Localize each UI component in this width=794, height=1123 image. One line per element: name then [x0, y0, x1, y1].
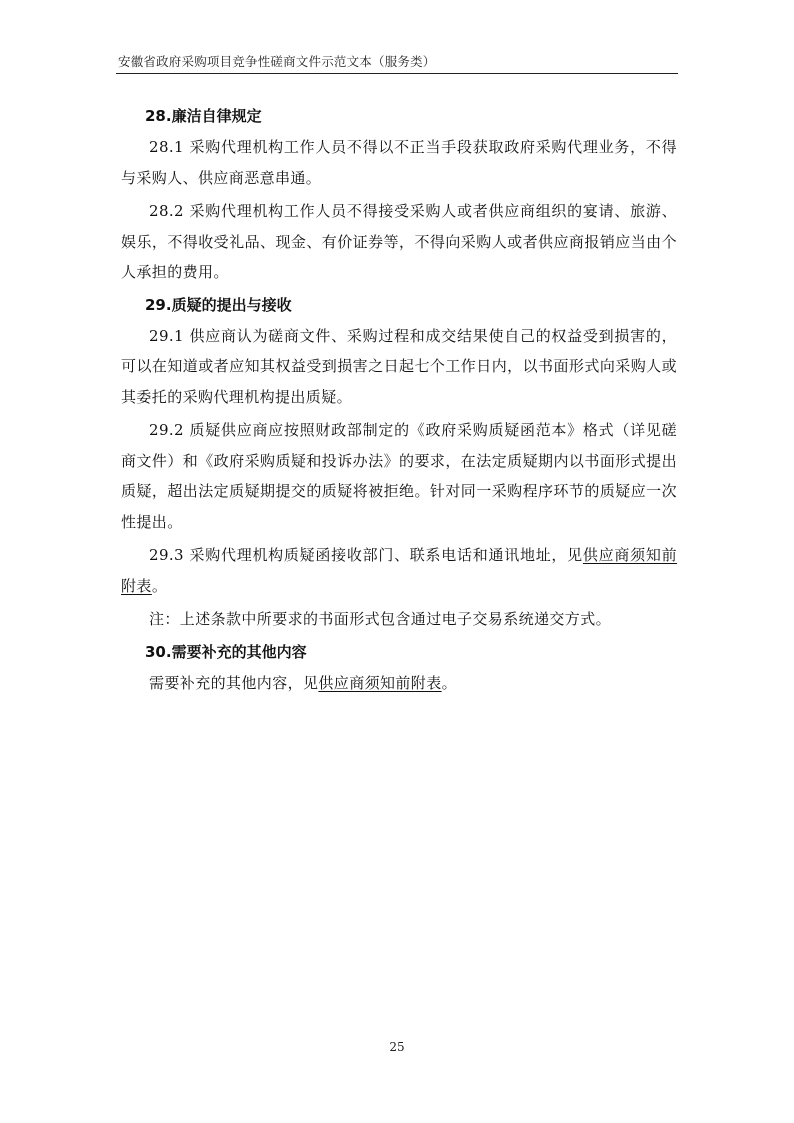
- section-30-heading: 30.需要补充的其他内容: [145, 642, 307, 661]
- page-number: 25: [389, 1040, 405, 1054]
- clause-29-3: [121, 540, 677, 601]
- clause-30-1: [121, 668, 677, 699]
- clause-30-1-end: 。: [441, 673, 458, 692]
- section-28-heading: 28.廉洁自律规定: [145, 107, 262, 125]
- clause-29-1: 29.1 供应商认为磋商文件、采购过程和成交结果使自己的权益受到损害的，可以在知道或者应知其权益受到损害之日起七个工作日内，以书面形式向采购人或其委托的采购代理机构提出质疑。: [121, 326, 677, 406]
- clause-28-1: 28.1 采购代理机构工作人员不得以不正当手段获取政府采购代理业务，不得与采购人、供应商恶意串通。: [121, 138, 677, 187]
- supplier-notice-table-link: 供应商须知前附表: [121, 546, 678, 595]
- supplier-notice-table-link-2: 供应商须知前附表: [318, 673, 442, 692]
- clause-29-note: 注：上述条款中所要求的书面形式包含通过电子交易系统递交方式。: [149, 610, 612, 628]
- running-header: 安徽省政府采购项目竞争性磋商文件示范文本（服务类）: [118, 54, 436, 69]
- clause-29-2: 29.2 质疑供应商应按照财政部制定的《政府采购质疑函范本》格式（详见磋商文件）和《政府采购质疑和投诉办法》的要求，在法定质疑期内以书面形式提出质疑，超出法定质疑期提交的质疑将被拒绝。针对同一采购程序环节的质疑应一次性提出。: [121, 421, 677, 531]
- clause-29-3-text: 29.3 采购代理机构质疑函接收部门、联系电话和通讯地址，见: [149, 546, 583, 564]
- clause-30-1-text: 需要补充的其他内容，见: [149, 673, 319, 692]
- document-body: [121, 100, 677, 701]
- clause-29-3-end: 。: [151, 576, 168, 595]
- header-rule: [116, 73, 678, 74]
- clause-28-2: 28.2 采购代理机构工作人员不得接受采购人或者供应商组织的宴请、旅游、娱乐，不得收受礼品、现金、有价证券等，不得向采购人或者供应商报销应当由个人承担的费用。: [121, 202, 677, 281]
- section-29-heading: 29.质疑的提出与接收: [145, 295, 292, 314]
